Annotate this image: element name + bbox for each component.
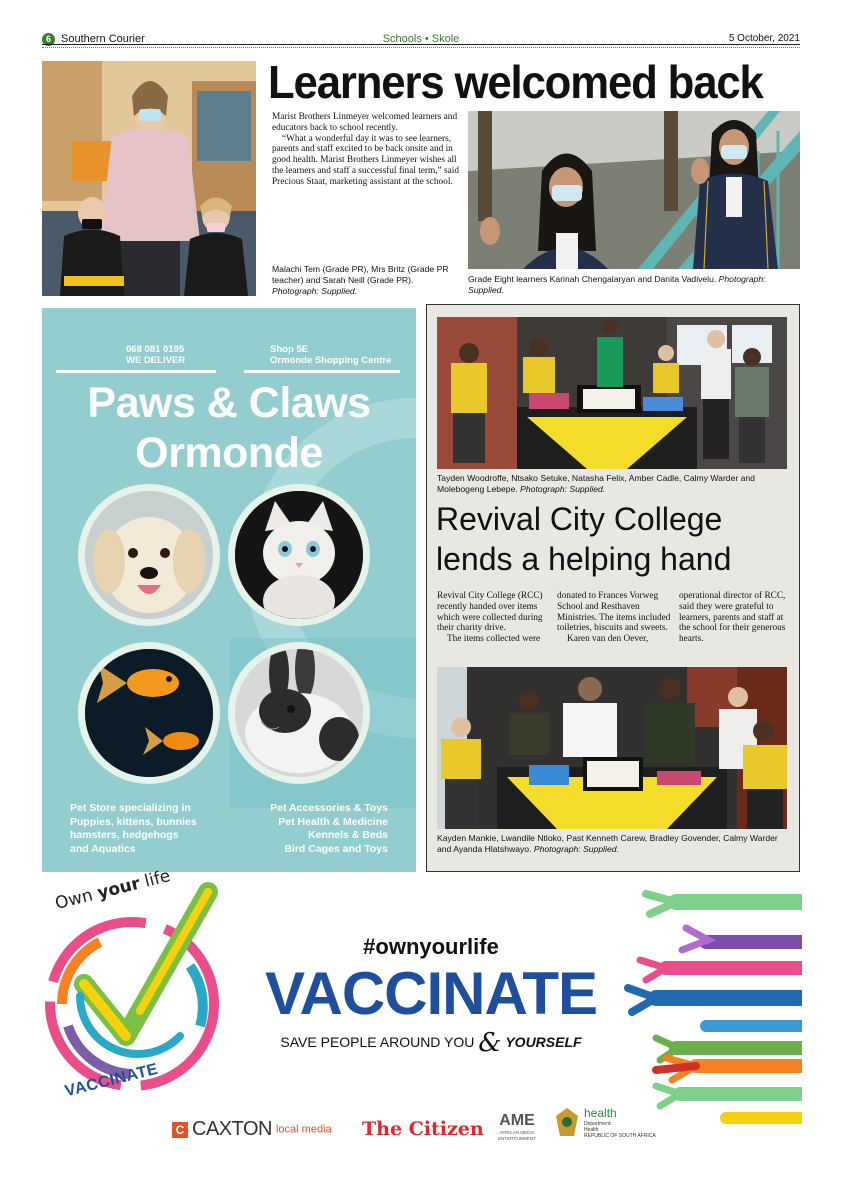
ad-list-item: Pet Health & Medicine [278,815,388,828]
caption-credit: Photograph: Supplied. [272,286,358,296]
tagline-prefix: SAVE PEOPLE AROUND YOU [280,1034,475,1050]
rcc-paragraph: Revival City College (RCC) recently handed over items which were collected during their charity drive. [437,591,543,634]
coat-of-arms-icon [554,1108,580,1138]
issue-date: 5 October, 2021 [728,33,800,44]
logo-health-department [554,1104,664,1144]
health-word: health [584,1106,617,1120]
page-number-badge: 6 [42,33,55,46]
ad-top-rule-left [56,370,216,373]
ad-shop-name-line1: Paws & Claws [87,379,371,427]
photo-rabbit [228,642,370,784]
story1-paragraph: “What a wonderful day it was to see learners, parents and staff excited to be back onsite and in good health. Marist Brothers Linmeyer wishes all the learners and staff a successful final term,” said Precious Staat, marketing assistant at the school. [272,133,459,187]
rcc-column-2 [557,591,671,645]
vaccine-main-word: VACCINATE [264,960,598,1027]
section-label: Schools • Skole [382,33,460,45]
caption-text: Tayden Woodroffe, Ntsako Setuke, Natasha Felix, Amber Cadle, Calmy Warder and Molebogeng Lebepe. [437,473,755,494]
rcc-headline-line1: Revival City College [436,501,723,537]
ad-list-item: Pet Store specializing in [70,802,191,814]
photo-kitten [228,484,370,626]
health-sub2: Health [584,1127,599,1133]
tagline-ampersand: & [478,1028,502,1058]
ad-deliver: WE DELIVER [126,355,186,366]
health-sub3: REPUBLIC OF SOUTH AFRICA [584,1133,656,1139]
rcc-paragraph: donated to Frances Vorweg School and Resthaven Ministries. The items included toiletries, biscuits and sweets. [557,591,671,634]
rcc-caption-top [437,473,789,495]
rcc-caption-bottom [437,833,793,855]
caxton-name: CAXTON [192,1118,272,1140]
rcc-headline-line2: lends a helping hand [436,541,732,577]
photo-goldfish [78,642,220,784]
story1-headline: Learners welcomed back [268,56,763,108]
publication-name: Southern Courier [61,33,145,45]
ad-shop-name-line2: Ormonde [135,429,323,477]
ame-mark: AME [499,1112,535,1129]
logo-the-citizen: The Citizen [362,1118,484,1140]
rcc-paragraph: operational director of RCC, said they were grateful to learners, parents and staff at the school for their generous hearts. [679,591,786,645]
badge-life: life [142,866,173,892]
caxton-sub: local media [275,1123,332,1136]
ad-list-item: Pet Accessories & Toys [270,802,388,814]
rcc-column-3 [679,591,791,645]
caption-text: Kayden Mankie, Lwandile Ntloko, Past Kenneth Carew, Bradley Govender, Calmy Warder and Ayanda Hlatshwayo. [437,833,778,854]
caption-text: Grade Eight learners Karinah Chengalaryan and Danita Vadivelu. [468,274,717,284]
photo-puppy [78,484,220,626]
story1-paragraph: Marist Brothers Linmeyer welcomed learners and educators back to school recently. [272,112,458,133]
ad-list-item: Bird Cages and Toys [284,842,388,855]
photo-grade-eight-learners [468,111,800,269]
vaccine-hashtag: #ownyourlife [363,934,499,959]
badge-vaccinate-word: VACCINATE [63,1060,160,1101]
badge-your: your [95,873,143,904]
ame-sub: AFRICAN MEDIA ENTERTAINMENT [498,1130,536,1141]
logo-caxton [172,1118,332,1142]
ad-list-item: hamsters, hedgehogs [70,829,179,841]
story1-body [272,112,460,188]
ad-centre: Ormonde Shopping Centre [270,355,392,366]
rcc-column-1 [437,591,549,645]
raised-hands-illustration [616,880,802,1130]
caption-credit: Photograph: Supplied. [520,484,606,494]
pet-shop-advert [42,308,416,872]
header-rule [42,44,800,48]
photo-rcc-donation-table [437,317,787,469]
tagline-suffix: YOURSELF [505,1034,582,1050]
ad-top-rule-right [244,370,400,373]
caption-text: Malachi Tem (Grade PR), Mrs Britz (Grade PR teacher) and Sarah Neill (Grade PR). [272,264,449,285]
ad-list-item: and Aquatics [70,842,136,855]
ad-phone: 068 081 0195 [126,344,185,355]
ad-shop: Shop 5E [270,344,309,355]
story1-caption-left [272,264,462,297]
rcc-paragraph: Karen van den Oever, [567,634,649,645]
badge-own: Own [53,885,95,914]
logo-ame [492,1112,542,1142]
ad-right-list [218,802,388,856]
revival-story-panel [426,304,800,872]
photo-rcc-group [437,667,787,829]
caxton-mark-icon: C [172,1122,188,1138]
ad-list-item: Puppies, kittens, bunnies [70,815,197,828]
health-sub1: Department: [584,1121,612,1127]
vaccinate-advert [40,866,802,1166]
vaccine-tagline [236,1028,626,1058]
ad-list-item: Kennels & Beds [308,829,388,841]
caption-credit: Photograph: Supplied. [533,844,619,854]
rcc-paragraph: The items collected were [447,634,541,645]
story1-caption-right [468,274,800,296]
caption-credit: Photograph: Supplied. [468,274,766,295]
photo-teacher-and-learners [42,61,256,296]
